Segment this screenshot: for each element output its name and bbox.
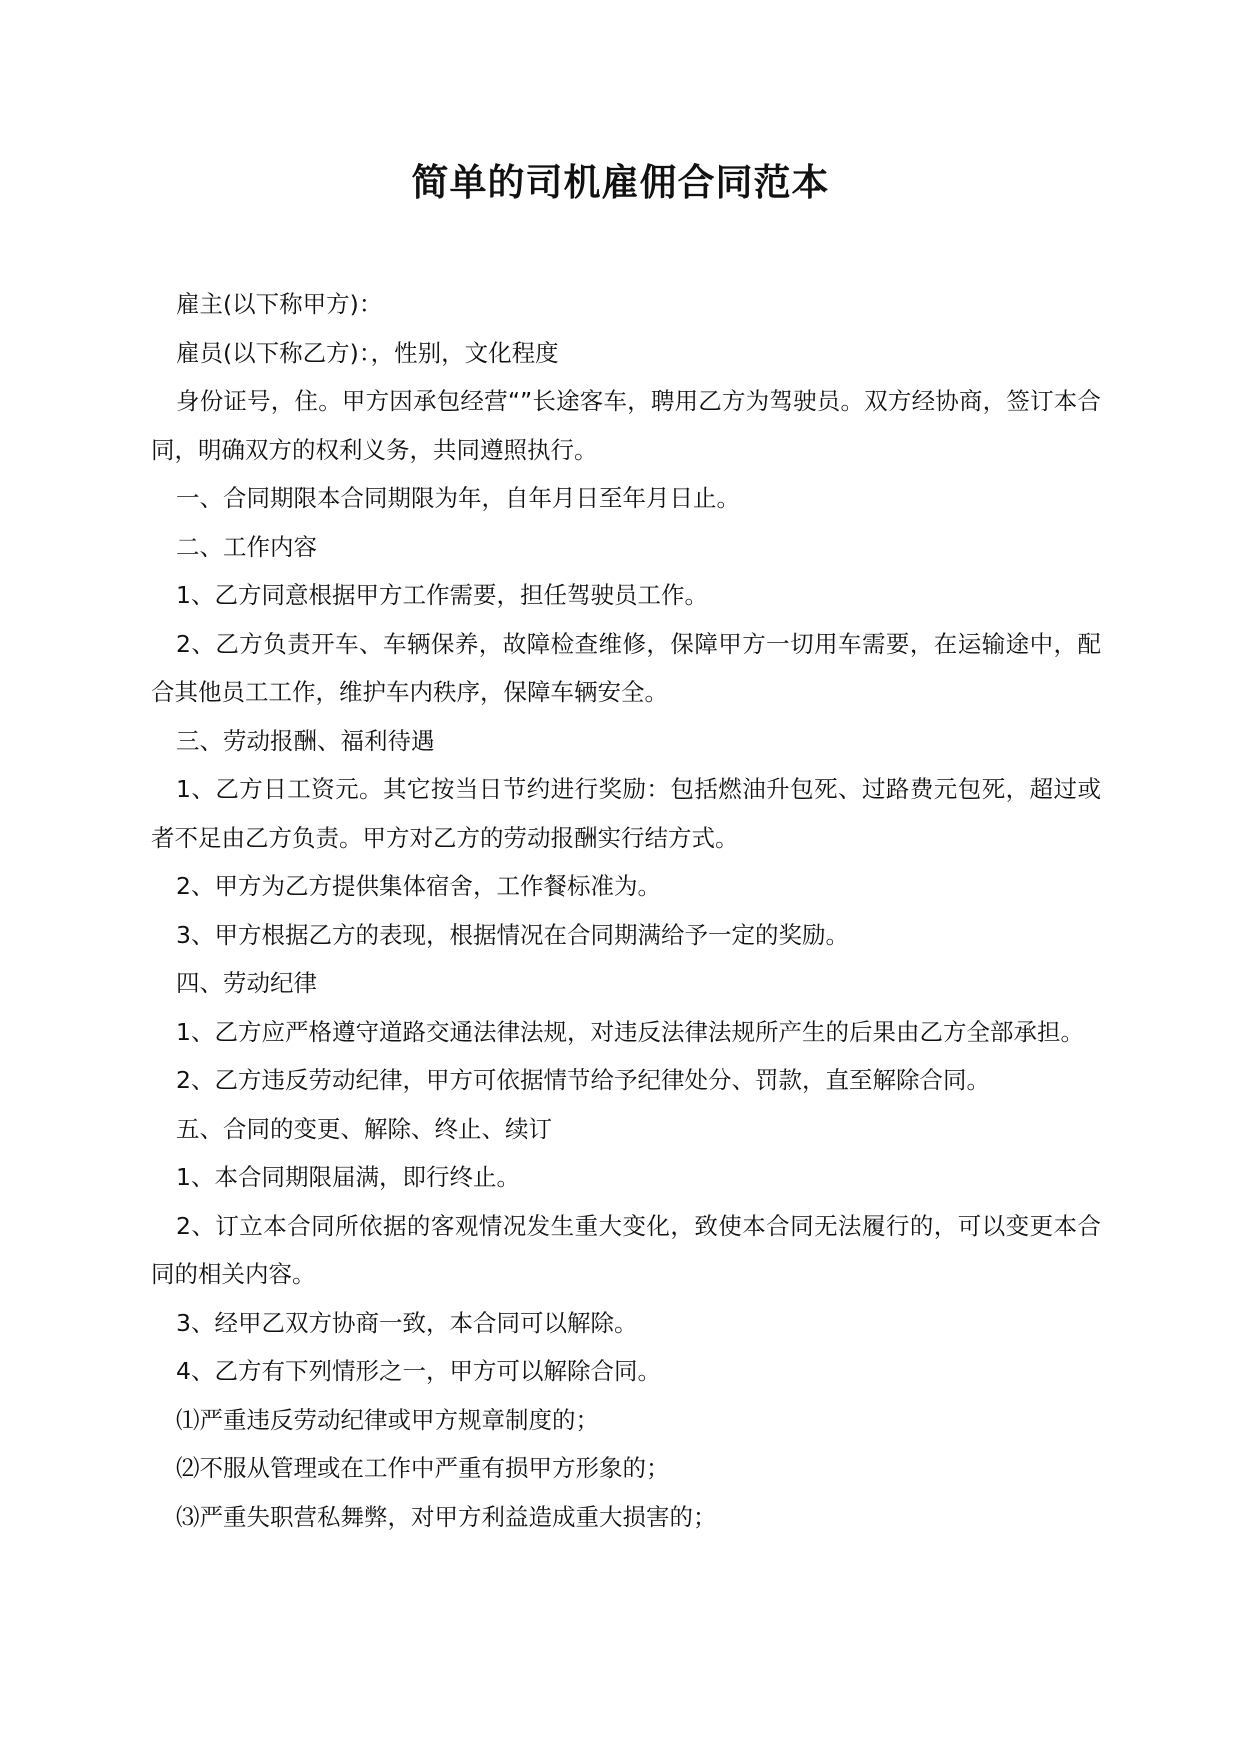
clause-changes-1: 1、本合同期限届满，即行终止。 xyxy=(176,1163,520,1191)
clause-pay-2: 2、甲方为乙方提供集体宿舍，工作餐标准为。 xyxy=(176,872,661,900)
document-title: 简单的司机雇佣合同范本 xyxy=(411,161,830,204)
document-body xyxy=(151,280,1101,1541)
clause-discipline-2: 2、乙方违反劳动纪律，甲方可依据情节给予纪律处分、罚款，直至解除合同。 xyxy=(176,1066,990,1094)
clause-changes-2: 2、订立本合同所依据的客观情况发生重大变化，致使本合同无法履行的，可以变更本合同的相关内容。 xyxy=(151,1211,1101,1288)
sub-clause-3: ⑶严重失职营私舞弊，对甲方利益造成重大损害的； xyxy=(176,1502,717,1531)
sub-clause-1: ⑴严重违反劳动纪律或甲方规章制度的； xyxy=(176,1405,599,1434)
clause-changes-4: 4、乙方有下列情形之一，甲方可以解除合同。 xyxy=(176,1357,661,1385)
section-heading-changes: 五、合同的变更、解除、终止、续订 xyxy=(176,1114,552,1143)
clause-work-1: 1、乙方同意根据甲方工作需要，担任驾驶员工作。 xyxy=(176,581,708,609)
section-heading-term: 一、合同期限本合同期限为年，自年月日至年月日止。 xyxy=(176,484,740,512)
paragraph-employer: 雇主(以下称甲方)： xyxy=(176,290,383,318)
clause-pay-1: 1、乙方日工资元。其它按当日节约进行奖励：包括燃油升包死、过路费元包死，超过或者不足由乙方负责。甲方对乙方的劳动报酬实行结方式。 xyxy=(151,775,1101,852)
section-heading-pay: 三、劳动报酬、福利待遇 xyxy=(176,726,435,755)
clause-discipline-1: 1、乙方应严格遵守道路交通法律法规，对违反法律法规所产生的后果由乙方全部承担。 xyxy=(176,1017,1084,1046)
paragraph-employee: 雇员(以下称乙方)：，性别，文化程度 xyxy=(176,338,559,367)
section-heading-discipline: 四、劳动纪律 xyxy=(176,969,317,997)
clause-work-2: 2、乙方负责开车、车辆保养，故障检查维修，保障甲方一切用车需要，在运输途中，配合其他员工工作，维护车内秩序，保障车辆安全。 xyxy=(151,629,1101,706)
section-heading-work: 二、工作内容 xyxy=(176,532,317,561)
clause-changes-3: 3、经甲乙双方协商一致，本合同可以解除。 xyxy=(176,1308,638,1337)
paragraph-preamble: 身份证号，住。甲方因承包经营“”长途客车，聘用乙方为驾驶员。双方经协商，签订本合同，明确双方的权利义务，共同遵照执行。 xyxy=(151,387,1101,464)
sub-clause-2: ⑵不服从管理或在工作中严重有损甲方形象的； xyxy=(176,1454,670,1482)
clause-pay-3: 3、甲方根据乙方的表现，根据情况在合同期满给予一定的奖励。 xyxy=(176,920,849,949)
